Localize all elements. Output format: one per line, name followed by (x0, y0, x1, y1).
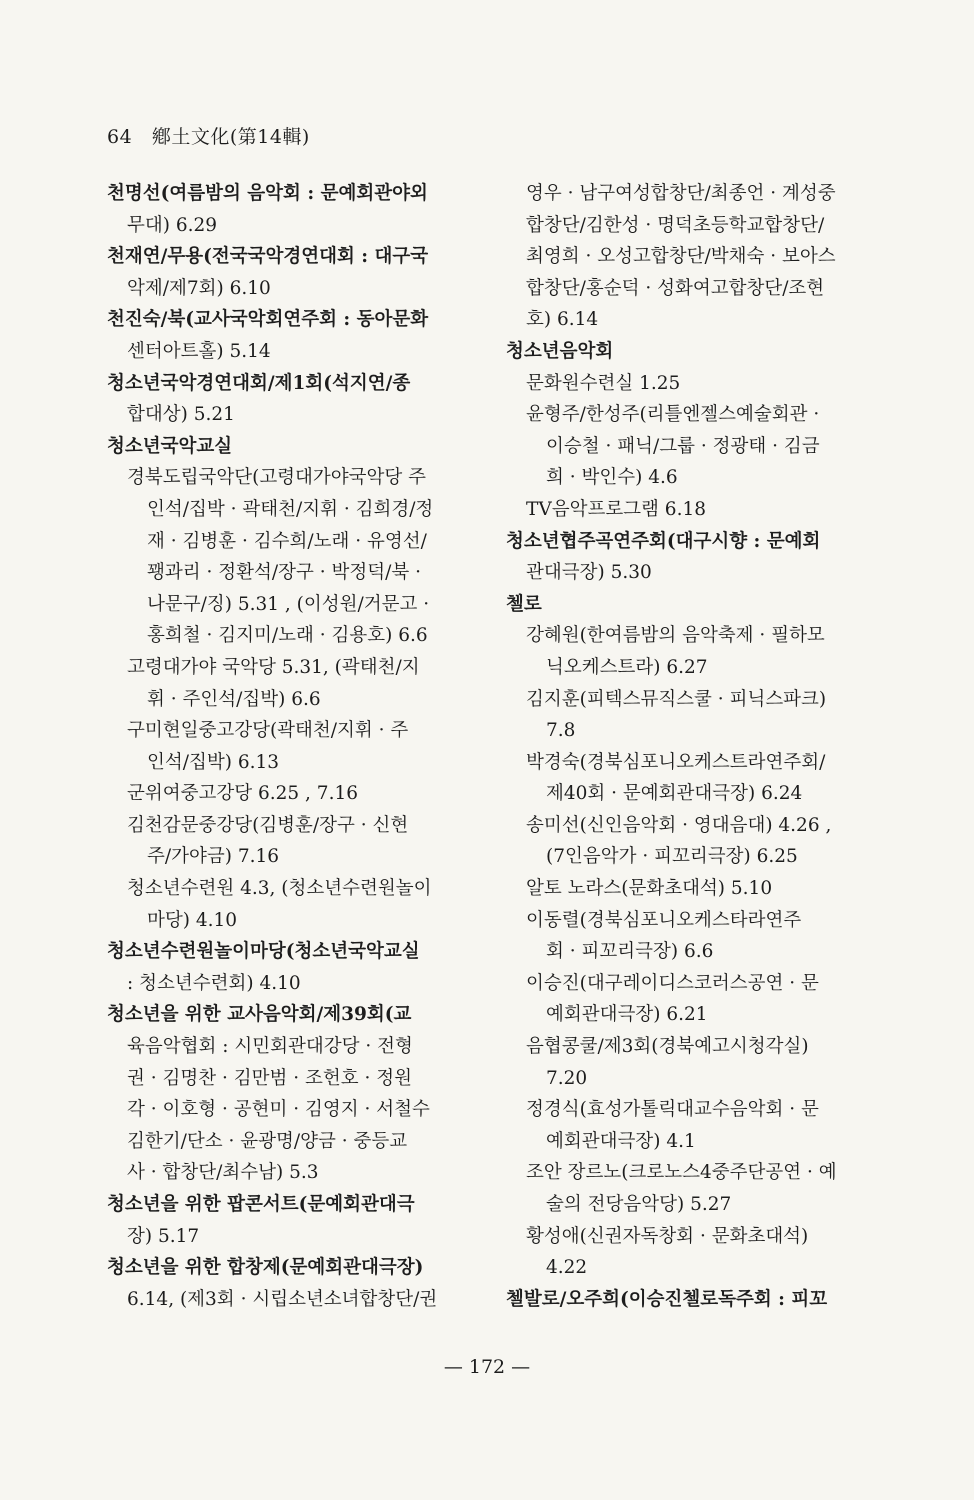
index-headword-line: 청소년협주곡연주회(대구시향 : 문예회 (506, 530, 821, 552)
index-headword-line: 천재연/무용(전국국악경연대회 : 대구국 (107, 246, 429, 268)
index-entry-line: 정경식(효성가톨릭대교수음악회 · 문 (526, 1099, 819, 1121)
index-entry-line: 군위여중고강당 6.25 , 7.16 (127, 783, 359, 805)
index-entry-line: 박경숙(경북심포니오케스트라연주회/ (526, 751, 826, 773)
index-headword-line: 청소년국악교실 (107, 435, 233, 457)
index-entry-line: 재 · 김병훈 · 김수희/노래 · 유영선/ (147, 530, 427, 552)
running-header (107, 122, 310, 149)
index-entry-line: 조안 장르노(크로노스4중주단공연 · 예 (526, 1162, 837, 1184)
index-entry-line: 육음악협회 : 시민회관대강당 · 전형 (127, 1036, 413, 1058)
page-footer (0, 1356, 974, 1378)
index-entry-line: 관대극장) 5.30 (526, 562, 652, 584)
index-entry-line: 희 · 박인수) 4.6 (546, 467, 678, 489)
index-entry-line: 6.14, (제3회 · 시립소년소녀합창단/권 (127, 1288, 438, 1310)
index-entry-line: 알토 노라스(문화초대석) 5.10 (526, 878, 773, 900)
index-entry-line: 김한기/단소 · 윤광명/양금 · 중등교 (127, 1130, 408, 1152)
right-column (506, 178, 881, 1315)
index-headword-line: 천진숙/북(교사국악회연주회 : 동아문화 (107, 309, 429, 331)
index-headword-line: 청소년을 위한 교사음악회/제39회(교 (107, 1004, 412, 1026)
index-entry-line: 제40회 · 문예회관대극장) 6.24 (546, 783, 803, 805)
index-entry-line: 이승철 · 패닉/그룹 · 정광태 · 김금 (546, 435, 820, 457)
index-entry-line: 인석/집박) 6.13 (147, 751, 280, 773)
index-entry-line: TV음악프로그램 6.18 (526, 498, 706, 520)
index-entry-line: 김천감문중강당(김병훈/장구 · 신현 (127, 814, 409, 836)
index-entry-line: 호) 6.14 (526, 309, 599, 331)
index-entry-line: 휘 · 주인석/집박) 6.6 (147, 688, 321, 710)
index-entry-line: 최영희 · 오성고합창단/박채숙 · 보아스 (526, 246, 836, 268)
index-entry-line: 주/가야금) 7.16 (147, 846, 280, 868)
index-entry-line: 고령대가야 국악당 5.31, (곽태천/지 (127, 656, 420, 678)
index-entry-line: 센터아트홀) 5.14 (127, 340, 271, 362)
index-headword-line: 첼로 (506, 593, 542, 615)
index-entry-line: 청소년수련원 4.3, (청소년수련원놀이 (127, 878, 432, 900)
index-entry-line: 장) 5.17 (127, 1225, 200, 1247)
index-entry-line: (7인음악가 · 피꼬리극장) 6.25 (546, 846, 798, 868)
index-entry-line: 각 · 이호형 · 공현미 · 김영지 · 서철수 (127, 1099, 430, 1121)
index-entry-line: 홍희철 · 김지미/노래 · 김용호) 6.6 (147, 625, 428, 647)
page-number: 64 (107, 126, 133, 148)
index-entry-line: 이동렬(경북심포니오케스타라연주 (526, 909, 802, 931)
index-entry-line: 윤형주/한성주(리틀엔젤스예술회관 · (526, 404, 820, 426)
index-entry-line: 무대) 6.29 (127, 214, 218, 236)
index-headword-line: 청소년수련원놀이마당(청소년국악교실 (107, 941, 420, 963)
index-entry-line: 예회관대극장) 6.21 (546, 1004, 708, 1026)
index-entry-line: 나문구/징) 5.31 , (이성원/거문고 · (147, 593, 430, 615)
index-entry-line: 합대상) 5.21 (127, 404, 235, 426)
index-entry-line: 이승진(대구레이디스코러스공연 · 문 (526, 972, 819, 994)
index-entry-line: 사 · 합창단/최수남) 5.3 (127, 1162, 319, 1184)
index-entry-line: 예회관대극장) 4.1 (546, 1130, 696, 1152)
index-entry-line: 권 · 김명찬 · 김만범 · 조헌호 · 정원 (127, 1067, 413, 1089)
index-entry-line: : 청소년수련회) 4.10 (127, 972, 301, 994)
index-entry-line: 악제/제7회) 6.10 (127, 277, 271, 299)
footer-page-marker: — 172 — (443, 1356, 531, 1378)
index-headword-line: 청소년을 위한 합창제(문예회관대극장) (107, 1257, 424, 1279)
index-entry-line: 합창단/김한성 · 명덕초등학교합창단/ (526, 214, 825, 236)
index-entry-line: 7.20 (546, 1067, 588, 1089)
index-entry-line: 마당) 4.10 (147, 909, 238, 931)
index-headword-line: 천명선(여름밤의 음악회 : 문예회관야외 (107, 183, 428, 204)
index-entry-line: 황성애(신권자독창회 · 문화초대석) (526, 1225, 809, 1247)
journal-title: 鄕土文化(第14輯) (151, 126, 310, 148)
index-headword-line: 청소년국악경연대회/제1회(석지연/종 (107, 372, 411, 394)
index-entry-line: 송미선(신인음악회 · 영대음대) 4.26 , (526, 814, 832, 836)
index-entry-line: 술의 전당음악당) 5.27 (546, 1194, 732, 1215)
index-entry-line: 문화원수련실 1.25 (526, 372, 681, 394)
left-column (107, 178, 482, 1315)
index-entry-line: 4.22 (546, 1257, 588, 1279)
index-headword-line: 청소년을 위한 팝콘서트(문예회관대극 (107, 1194, 415, 1215)
index-headword-line: 청소년음악회 (506, 340, 614, 362)
index-entry-line: 합창단/홍순덕 · 성화여고합창단/조현 (526, 277, 825, 299)
index-entry-line: 회 · 피꼬리극장) 6.6 (546, 941, 714, 963)
index-entry-line: 7.8 (546, 720, 576, 742)
index-entry-line: 김지훈(피텍스뮤직스쿨 · 피닉스파크) (526, 688, 827, 710)
index-entry-line: 꽹과리 · 정환석/장구 · 박정덕/북 · (147, 562, 421, 584)
index-headword-line: 첼발로/오주희(이승진첼로독주회 : 피꼬 (506, 1288, 828, 1310)
index-entry-line: 인석/집박 · 곽태천/지휘 · 김희경/정 (147, 498, 434, 520)
index-entry-line: 닉오케스트라) 6.27 (546, 656, 708, 678)
index-entry-line: 강혜원(한여름밤의 음악축제 · 필하모 (526, 625, 825, 647)
index-entry-line: 음협콩쿨/제3회(경북예고시청각실) (526, 1036, 809, 1058)
index-entry-line: 경북도립국악단(고령대가야국악당 주 (127, 467, 427, 489)
index-entry-line: 구미현일중고강당(곽태천/지휘 · 주 (127, 720, 409, 742)
index-entry-line: 영우 · 남구여성합창단/최종언 · 계성중 (526, 183, 836, 204)
